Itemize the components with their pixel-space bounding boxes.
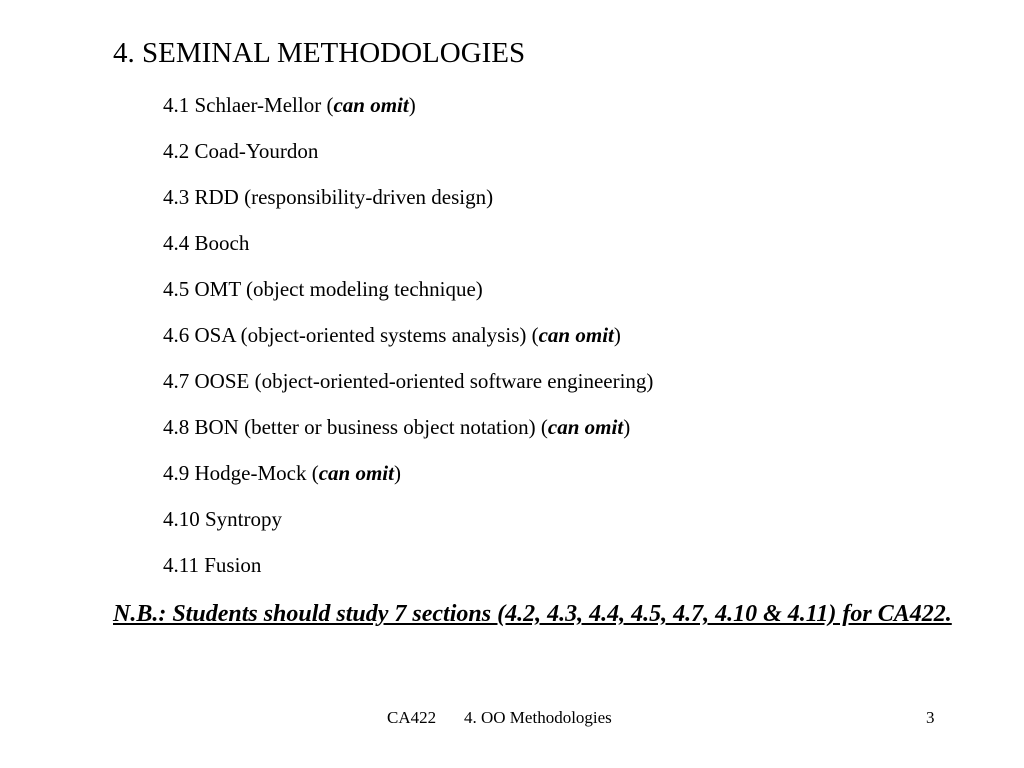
list-item [163, 455, 653, 501]
item-text: 4.11 Fusion [163, 553, 262, 577]
item-text: 4.8 BON (better or business object notation) ( [163, 415, 548, 439]
item-text: 4.2 Coad-Yourdon [163, 139, 319, 163]
study-note: N.B.: Students should study 7 sections (4.2, 4.3, 4.4, 4.5, 4.7, 4.10 & 4.11) for CA422. [113, 601, 952, 627]
footer-course: CA422 [387, 708, 437, 727]
item-text: 4.6 OSA (object-oriented systems analysis) ( [163, 323, 539, 347]
list-item [163, 133, 653, 179]
page-number: 3 [926, 708, 935, 727]
item-suffix: ) [393, 461, 401, 485]
item-emphasis: can omit [318, 461, 394, 485]
list-item [163, 179, 653, 225]
item-text: 4.4 Booch [163, 231, 250, 255]
item-emphasis: can omit [547, 415, 624, 439]
list-item [163, 317, 653, 363]
list-item [163, 409, 653, 455]
list-item [163, 363, 653, 409]
item-text: 4.9 Hodge-Mock ( [163, 461, 319, 485]
list-item [163, 547, 653, 593]
item-text: 4.3 RDD (responsibility-driven design) [163, 185, 494, 209]
item-suffix: ) [623, 415, 631, 439]
list-item [163, 501, 653, 547]
item-suffix: ) [613, 323, 621, 347]
item-text: 4.1 Schlaer-Mellor ( [163, 93, 334, 117]
item-suffix: ) [408, 93, 416, 117]
item-emphasis: can omit [538, 323, 614, 347]
item-text: 4.10 Syntropy [163, 507, 283, 531]
item-text: 4.5 OMT (object modeling technique) [163, 277, 483, 301]
list-item [163, 225, 653, 271]
item-emphasis: can omit [333, 93, 409, 117]
footer-topic: 4. OO Methodologies [464, 708, 612, 727]
item-text: 4.7 OOSE (object-oriented-oriented software engineering) [163, 369, 654, 393]
list-item [163, 87, 653, 133]
list-item [163, 271, 653, 317]
slide-title: 4. SEMINAL METHODOLOGIES [113, 37, 526, 69]
methodology-list [163, 87, 653, 593]
